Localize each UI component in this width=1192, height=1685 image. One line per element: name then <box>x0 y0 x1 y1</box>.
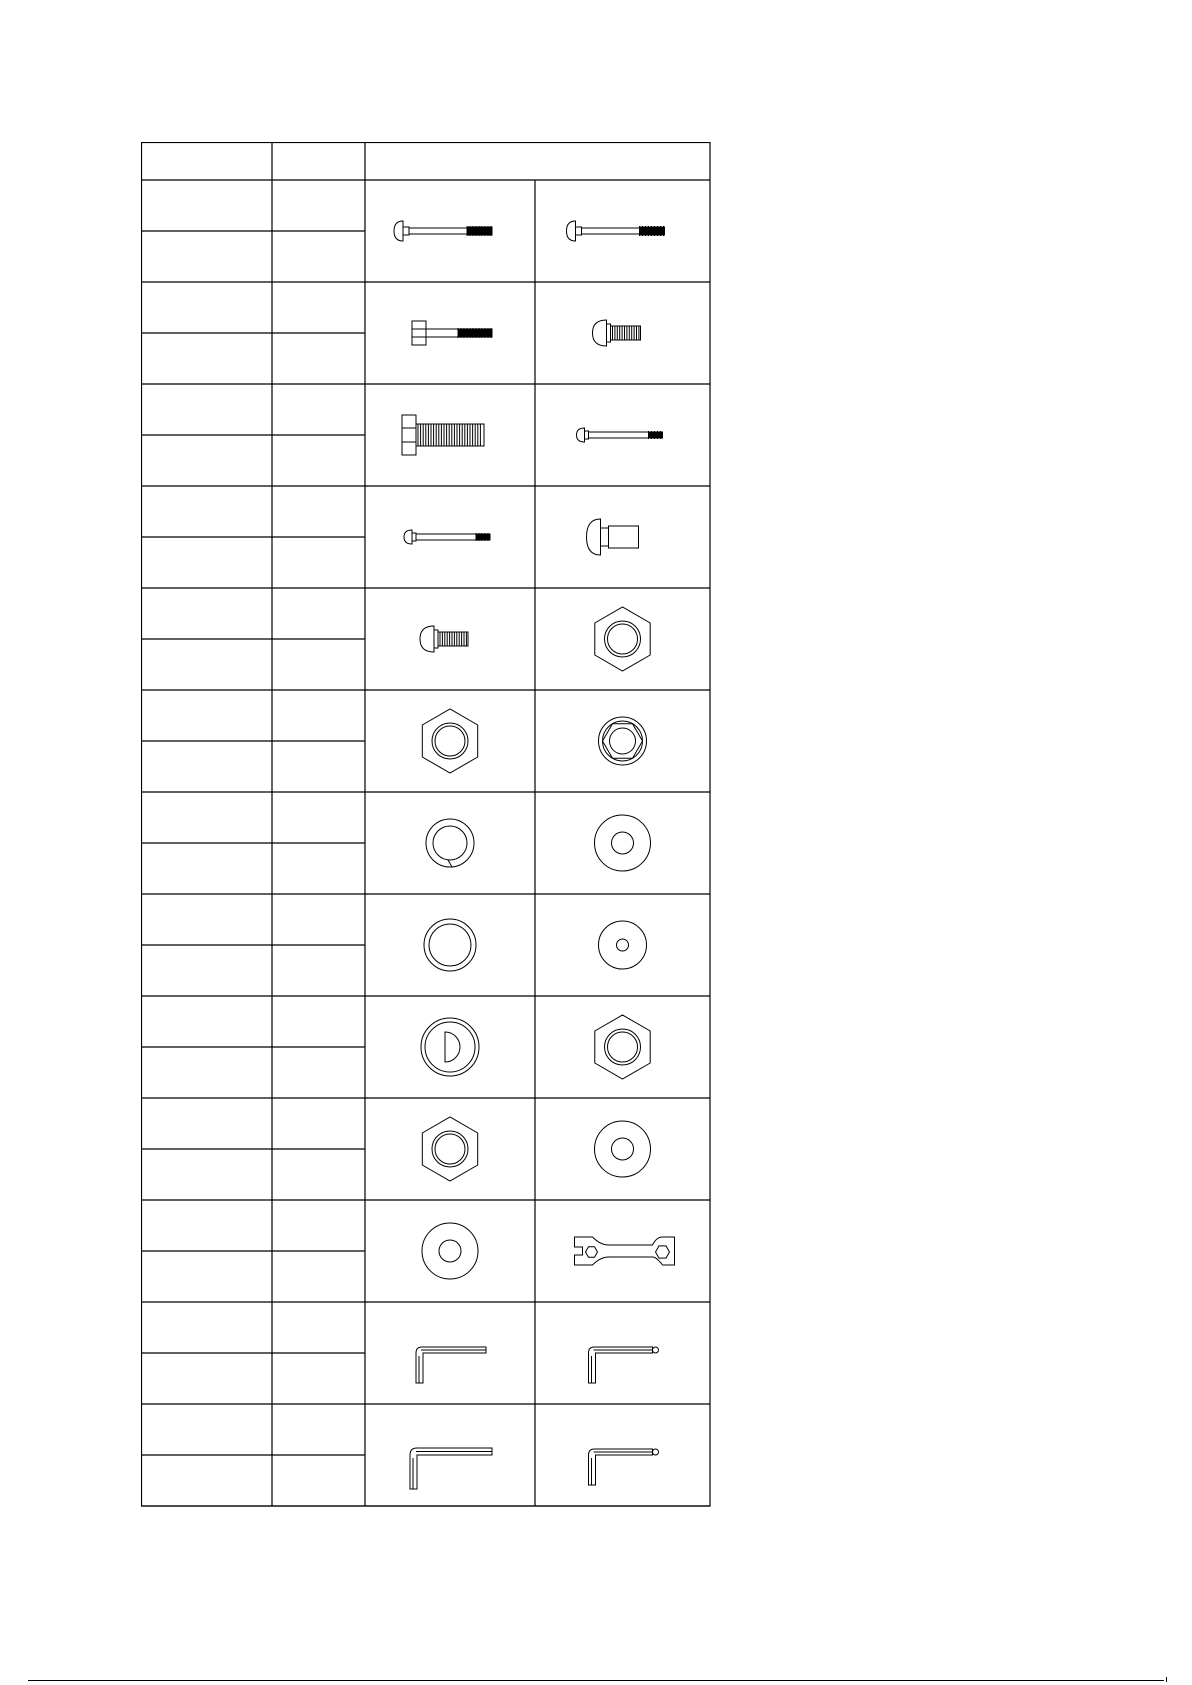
hex-nut-icon <box>595 607 650 671</box>
page-footer-rule <box>28 1680 1164 1681</box>
hex-bolt-fully-threaded-icon <box>402 415 484 455</box>
hex-bolt-icon <box>412 321 492 345</box>
carriage-bolt-long-icon <box>567 221 665 241</box>
table-body <box>394 221 675 1489</box>
flat-washer-icon <box>422 1223 478 1279</box>
flat-washer-icon <box>595 815 651 871</box>
parts-table <box>141 142 711 1522</box>
spring-lock-washer-icon <box>426 819 474 867</box>
carriage-bolt-long-icon <box>394 221 492 241</box>
d-washer-icon <box>421 1018 479 1076</box>
small-washer-icon <box>599 921 647 969</box>
ball-end-allen-key-icon <box>589 1449 659 1485</box>
axle-bolt-icon <box>404 530 490 544</box>
flat-washer-icon <box>595 1121 651 1177</box>
ball-end-allen-key-icon <box>589 1347 659 1383</box>
table-grid <box>141 142 710 1506</box>
carriage-bolt-square-neck-icon <box>587 519 639 555</box>
hex-nut-icon <box>422 1117 477 1181</box>
button-head-screw-icon <box>593 320 641 346</box>
allen-key-long-icon <box>410 1448 492 1489</box>
hex-nut-icon <box>422 709 477 773</box>
split-washer-icon <box>424 919 476 971</box>
nylon-lock-nut-icon <box>599 717 647 765</box>
hex-nut-icon <box>595 1015 650 1079</box>
open-end-wrench-icon <box>575 1237 675 1265</box>
allen-key-icon <box>416 1347 486 1383</box>
page-footer-mark <box>1166 1677 1167 1682</box>
axle-bolt-icon <box>577 428 663 442</box>
button-head-screw-icon <box>420 626 468 652</box>
